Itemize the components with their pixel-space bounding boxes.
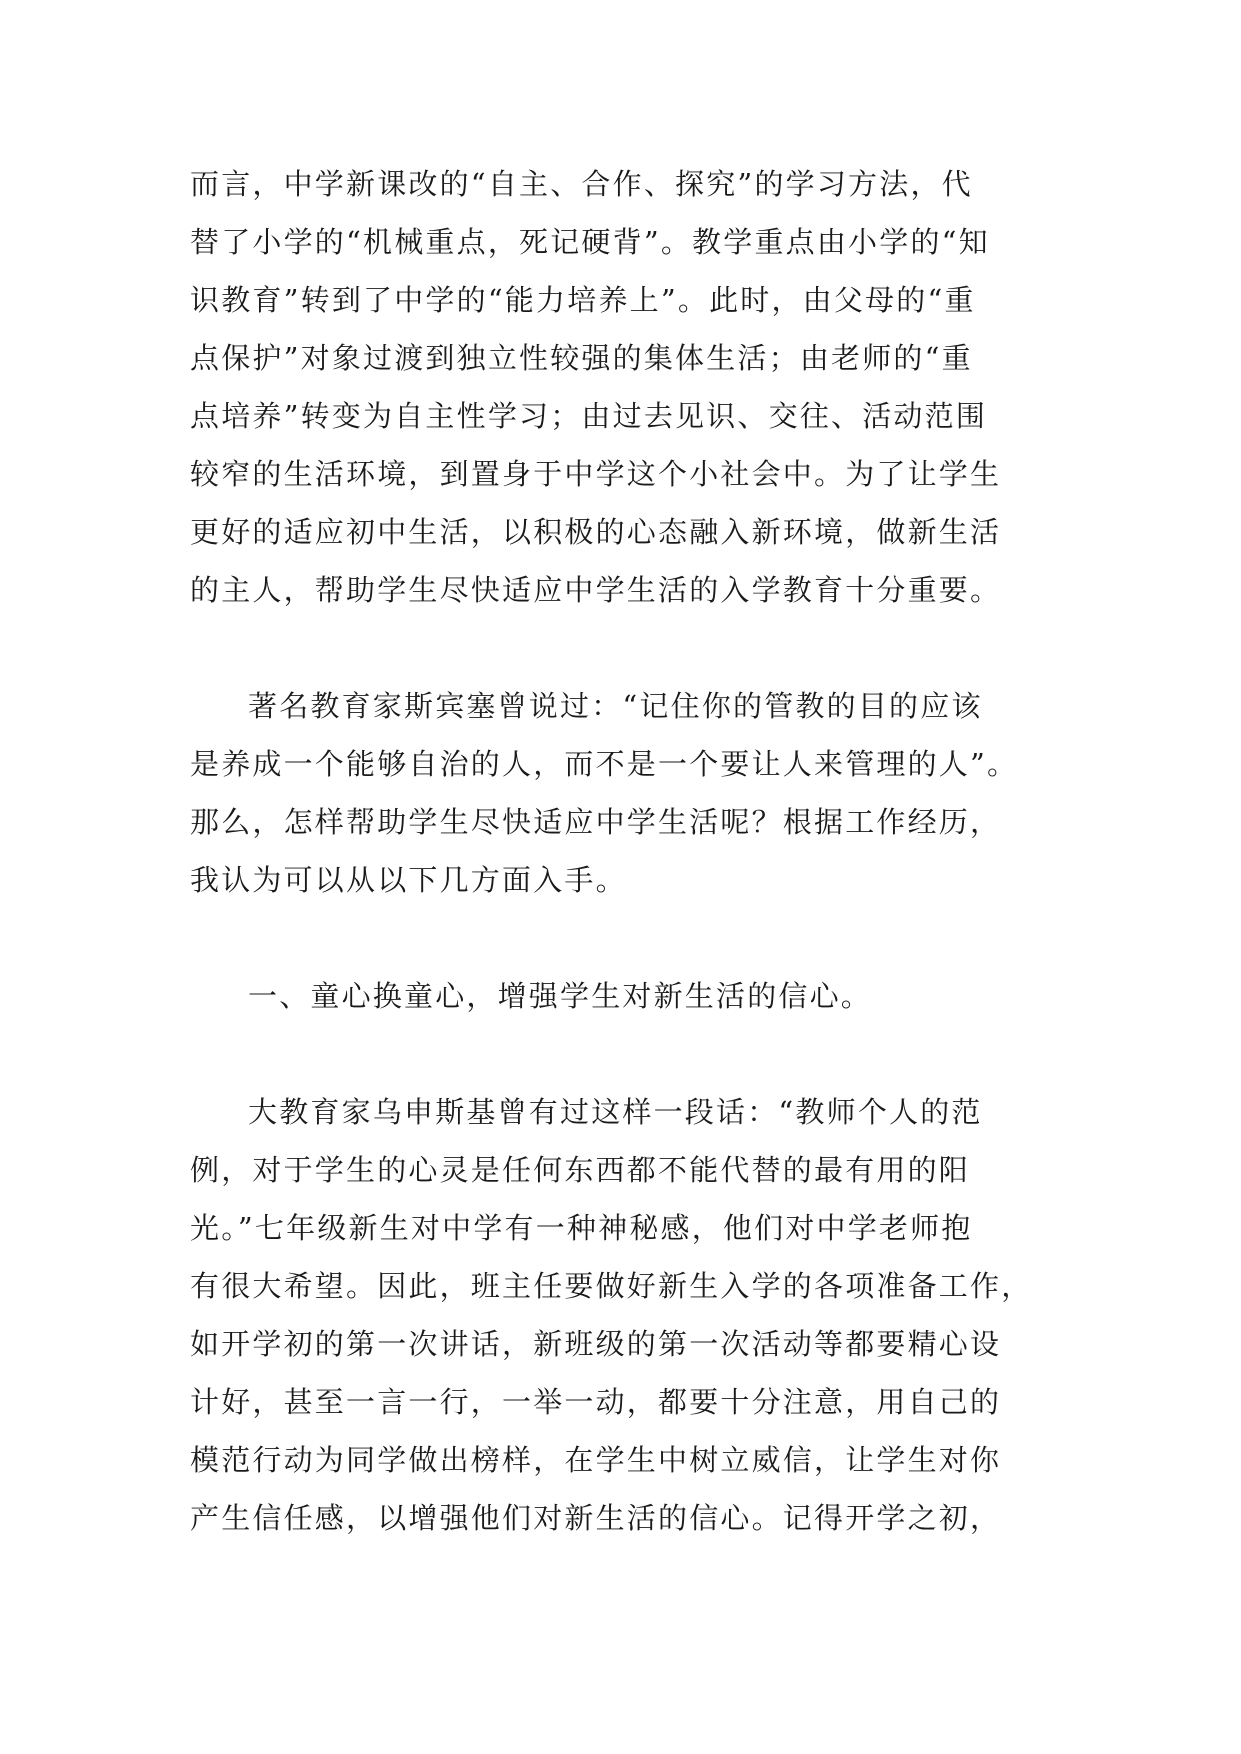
text-line: 是养成一个能够自治的人，而不是一个要让人来管理的人”。	[190, 747, 1019, 781]
text-line: 模范行动为同学做出榜样，在学生中树立威信，让学生对你	[190, 1443, 1002, 1477]
text-line: 计好，甚至一言一行，一举一动，都要十分注意，用自己的	[190, 1385, 1002, 1419]
text-line: 如开学初的第一次讲话，新班级的第一次活动等都要精心设	[190, 1327, 1002, 1361]
paragraph-continuation	[190, 155, 1070, 619]
text-line: 的主人，帮助学生尽快适应中学生活的入学教育十分重要。	[190, 573, 1002, 607]
text-line: 那么，怎样帮助学生尽快适应中学生活呢？根据工作经历，	[190, 805, 1002, 839]
text-line: 例，对于学生的心灵是任何东西都不能代替的最有用的阳	[190, 1153, 971, 1187]
heading-line: 一、童心换童心，增强学生对新生活的信心。	[248, 979, 873, 1013]
section-heading	[190, 967, 1070, 1025]
text-line: 替了小学的“机械重点，死记硬背”。教学重点由小学的“知	[190, 225, 990, 259]
text-line: 点保护”对象过渡到独立性较强的集体生活；由老师的“重	[190, 341, 973, 375]
text-line: 光。”七年级新生对中学有一种神秘感，他们对中学老师抱	[190, 1211, 973, 1245]
text-line: 有很大希望。因此，班主任要做好新生入学的各项准备工作，	[190, 1269, 1033, 1303]
text-line: 较窄的生活环境，到置身于中学这个小社会中。为了让学生	[190, 457, 1002, 491]
text-line: 更好的适应初中生活，以积极的心态融入新环境，做新生活	[190, 515, 1002, 549]
paragraph-spencer-quote	[190, 677, 1070, 909]
text-line: 大教育家乌申斯基曾有过这样一段话：“教师个人的范	[248, 1095, 983, 1129]
text-line: 我认为可以从以下几方面入手。	[190, 863, 627, 897]
text-line: 著名教育家斯宾塞曾说过：“记住你的管教的目的应该	[248, 689, 983, 723]
paragraph-ushinsky-quote	[190, 1083, 1070, 1547]
text-line: 点培养”转变为自主性学习；由过去见识、交往、活动范围	[190, 399, 988, 433]
text-line: 而言，中学新课改的“自主、合作、探究”的学习方法，代	[190, 167, 973, 201]
text-line: 产生信任感，以增强他们对新生活的信心。记得开学之初，	[190, 1501, 1002, 1535]
text-line: 识教育”转到了中学的“能力培养上”。此时，由父母的“重	[190, 283, 976, 317]
document-body	[190, 155, 1070, 1547]
